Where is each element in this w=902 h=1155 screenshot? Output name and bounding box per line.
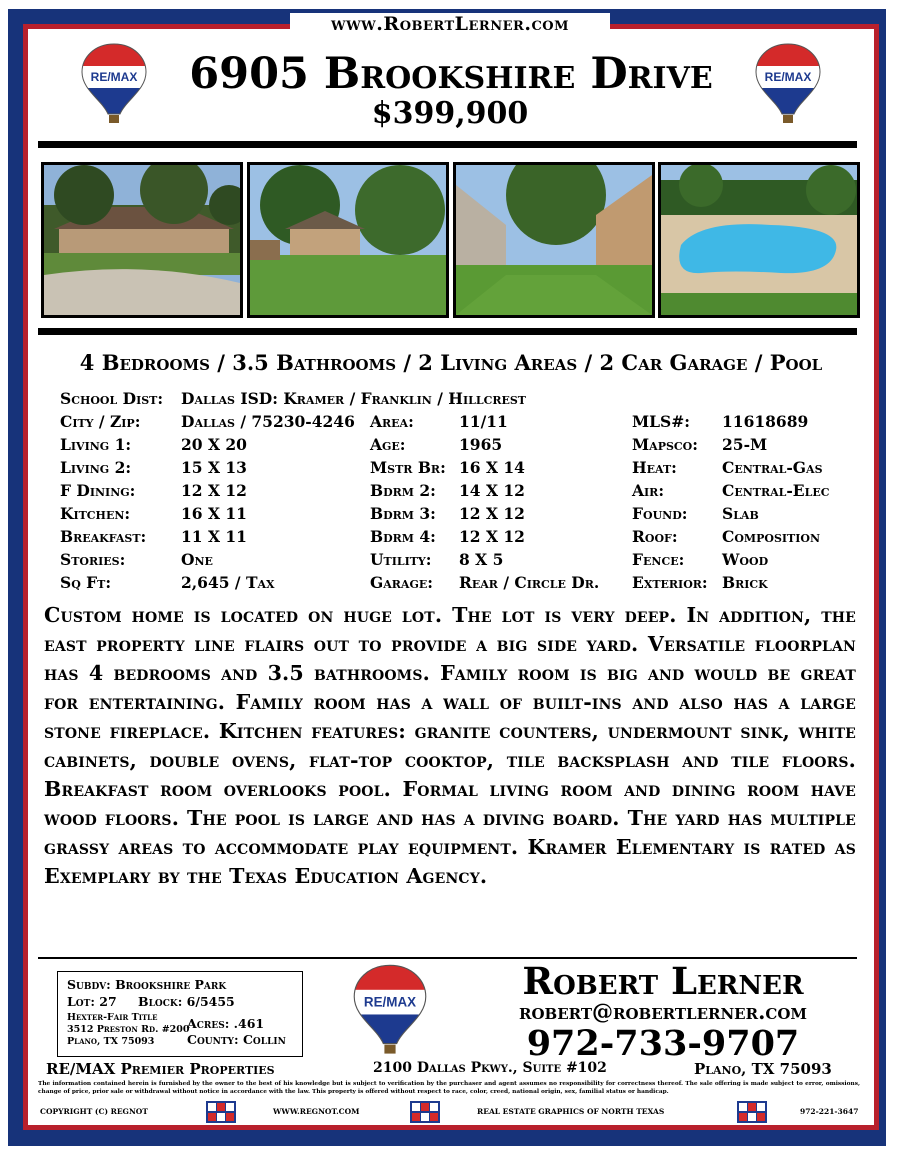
- spec-label: Air:: [632, 481, 665, 500]
- divider-middle: [38, 328, 857, 335]
- subdivision-info-box: [57, 971, 303, 1057]
- spec-value: 12 X 12: [181, 481, 247, 500]
- office-name: RE/MAX Premier Properties: [46, 1060, 275, 1078]
- spec-label: Bdrm 4:: [370, 527, 436, 546]
- spec-value: 8 X 5: [459, 550, 504, 569]
- spec-label: Fence:: [632, 550, 685, 569]
- spec-value: 1965: [459, 435, 503, 454]
- spec-value: Wood: [722, 550, 769, 569]
- spec-value: Slab: [722, 504, 759, 523]
- spec-value: 12 X 12: [459, 527, 525, 546]
- county: County: Collin: [187, 1032, 286, 1047]
- listing-price: $399,900: [371, 96, 529, 131]
- spec-value: 11/11: [459, 412, 508, 431]
- spec-value-school: Dallas ISD: Kramer / Franklin / Hillcrest: [181, 389, 526, 408]
- regnot-mini-logo-icon: [206, 1101, 236, 1123]
- spec-label: Utility:: [370, 550, 432, 569]
- spec-label: MLS#:: [632, 412, 690, 431]
- spec-label: Bdrm 2:: [370, 481, 436, 500]
- spec-label: Stories:: [60, 550, 126, 569]
- photo-pool[interactable]: [658, 162, 860, 318]
- block-number: Block: 6/5455: [138, 994, 235, 1009]
- svg-text:RE/MAX: RE/MAX: [363, 994, 417, 1010]
- property-summary: 4 Bedrooms / 3.5 Bathrooms / 2 Living Areas / 2 Car Garage / Pool: [79, 350, 823, 375]
- property-description: Custom home is located on huge lot. The lot is very deep. In addition, the east property line flairs out to provide a big side yard. Versatile floorplan has 4 bedrooms and 3.5 bathrooms. Family room is big and would be great for entertaining. Family room has a wall of built-ins and also has a large stone fireplace. Kitchen features: granite counters, undermount sink, white cabinets, double ovens, flat-top cooktop, tile backsplash and tile floors. Breakfast room overlooks pool. Formal living room and dining room have wood floors. The pool is large and has a diving board. The yard has multiple grassy areas to accommodate play equipment. Kramer Elementary is rated as Exemplary by the Texas Education Agency.: [44, 603, 856, 888]
- spec-value: Central-Gas: [722, 458, 823, 477]
- spec-label: Bdrm 3:: [370, 504, 436, 523]
- spec-value: 25-M: [722, 435, 768, 454]
- spec-value: 16 X 14: [459, 458, 525, 477]
- spec-label: Living 1:: [60, 435, 132, 454]
- photo-front-exterior[interactable]: [41, 162, 243, 318]
- spec-value: 11 X 11: [181, 527, 247, 546]
- spec-value: 12 X 12: [459, 504, 525, 523]
- regnot-url[interactable]: WWW.REGNOT.COM: [273, 1107, 360, 1116]
- office-city: Plano, TX 75093: [694, 1060, 832, 1078]
- spec-label: Mstr Br:: [370, 458, 446, 477]
- regnot-mini-logo-icon: [410, 1101, 440, 1123]
- photo-backyard[interactable]: [453, 162, 655, 318]
- svg-text:RE/MAX: RE/MAX: [764, 70, 812, 84]
- spec-label: Age:: [370, 435, 406, 454]
- agent-contact: [468, 959, 858, 1064]
- lot-number: Lot: 27: [67, 994, 117, 1009]
- acres: Acres: .461: [187, 1016, 265, 1031]
- spec-value: 11618689: [722, 412, 809, 431]
- spec-value: Composition: [722, 527, 821, 546]
- spec-label: F Dining:: [60, 481, 136, 500]
- regnot-mini-logo-icon: [737, 1101, 767, 1123]
- spec-label: Found:: [632, 504, 688, 523]
- divider-top: [38, 141, 857, 148]
- spec-value: 14 X 12: [459, 481, 525, 500]
- spec-value: 16 X 11: [181, 504, 247, 523]
- spec-value: 2,645 / Tax: [181, 573, 275, 592]
- website-url[interactable]: www.RobertLerner.com: [290, 13, 610, 37]
- agent-phone[interactable]: 972-733-9707: [526, 1023, 800, 1064]
- spec-value: Rear / Circle Dr.: [459, 573, 600, 592]
- spec-value: One: [181, 550, 213, 569]
- spec-label: Area:: [370, 412, 414, 431]
- title-company-city: Plano, TX 75093: [67, 1036, 155, 1047]
- spec-label: Kitchen:: [60, 504, 131, 523]
- agent-email[interactable]: robert@robertlerner.com: [519, 999, 807, 1024]
- spec-label: School Dist:: [60, 389, 164, 408]
- spec-label: Sq Ft:: [60, 573, 112, 592]
- spec-label: Heat:: [632, 458, 677, 477]
- title-company: Hexter-Fair Title: [67, 1012, 158, 1023]
- spec-value: 20 X 20: [181, 435, 247, 454]
- spec-value: Brick: [722, 573, 768, 592]
- graphics-phone: 972-221-3647: [800, 1107, 859, 1116]
- graphics-credit: REAL ESTATE GRAPHICS OF NORTH TEXAS: [477, 1107, 665, 1116]
- spec-value: Central-Elec: [722, 481, 830, 500]
- property-address-title: 6905 Brookshire Drive: [189, 49, 713, 99]
- spec-label: Living 2:: [60, 458, 132, 477]
- spec-label: Mapsco:: [632, 435, 698, 454]
- spec-label: Garage:: [370, 573, 433, 592]
- svg-text:RE/MAX: RE/MAX: [90, 70, 138, 84]
- disclaimer: The information contained herein is furnished by the owner to the best of his knowledge but is subject to verification by the purchaser and agent assumes no responsibility for correctness thereof. The sale offering is made subject to error, omissions, change of price, prior sale or withdrawal without notice in accordance with the law. This property is offered without respect to race, color, creed, national origin, sex, familial status or handicap.: [38, 1081, 860, 1095]
- spec-label: Breakfast:: [60, 527, 147, 546]
- agent-name: Robert Lerner: [522, 959, 804, 1003]
- title-company-address: 3512 Preston Rd. #200: [67, 1024, 190, 1035]
- office-street: 2100 Dallas Pkwy., Suite #102: [373, 1060, 607, 1076]
- spec-label: Roof:: [632, 527, 678, 546]
- spec-label: Exterior:: [632, 573, 708, 592]
- remax-balloon-logo-center: [352, 963, 428, 1057]
- spec-value: 15 X 13: [181, 458, 247, 477]
- copyright-text: COPYRIGHT (C) REGNOT: [40, 1107, 148, 1116]
- spec-value: Dallas / 75230-4246: [181, 412, 355, 431]
- subdivision: Subdv: Brookshire Park: [67, 977, 227, 992]
- photo-side-yard[interactable]: [247, 162, 449, 318]
- spec-label: City / Zip:: [60, 412, 141, 431]
